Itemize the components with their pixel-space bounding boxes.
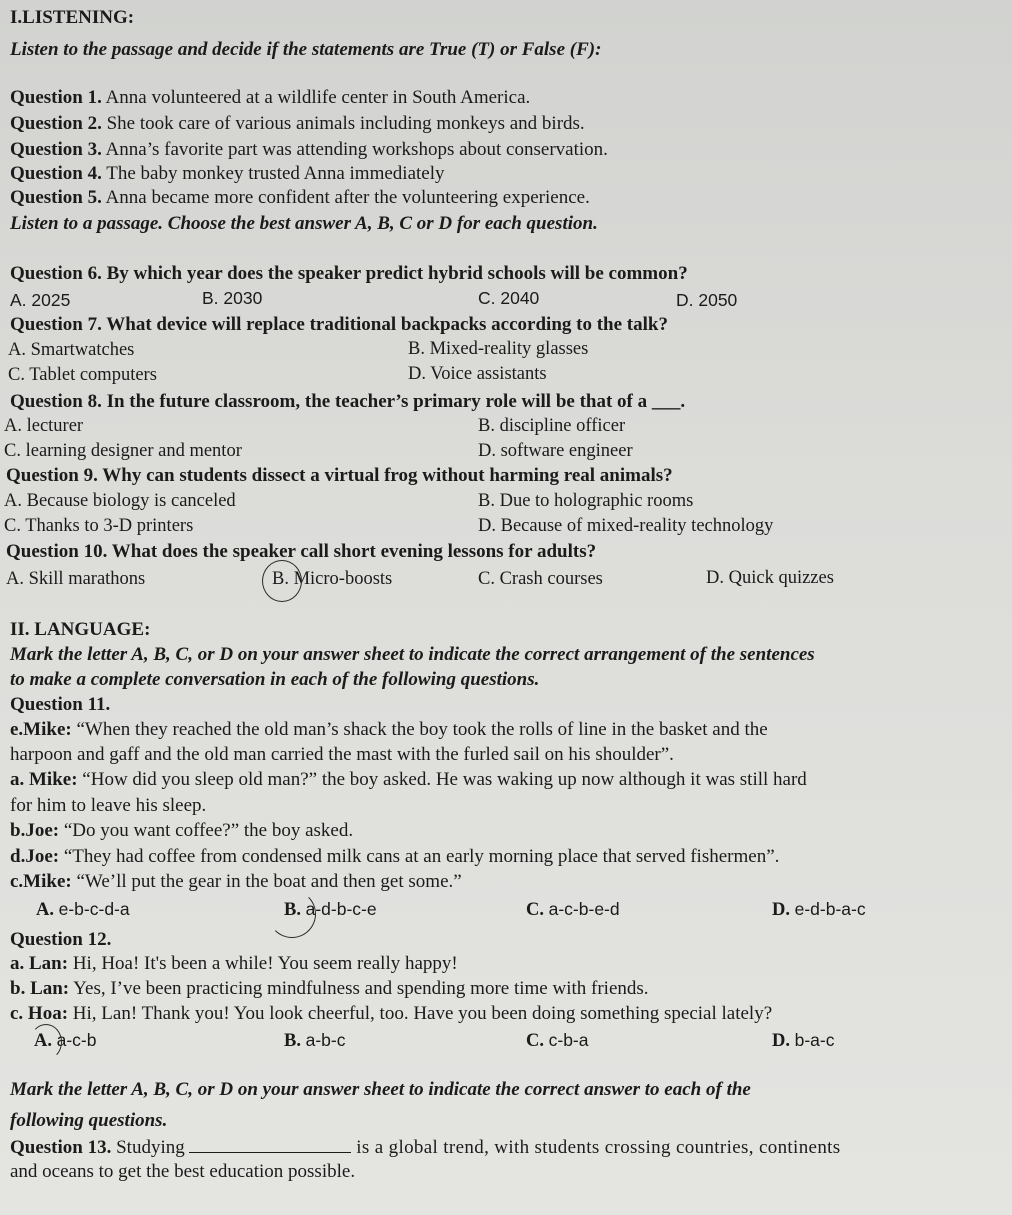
q11-option-c bbox=[526, 897, 620, 922]
q12-option-d bbox=[772, 1028, 835, 1053]
question-text: She took care of various animals including monkeys and birds. bbox=[101, 113, 585, 134]
option-text: a-b-c bbox=[305, 1030, 346, 1050]
question-label: Question 2. bbox=[10, 113, 102, 134]
question-label: Question 13. bbox=[10, 1137, 112, 1158]
line-text: “They had coffee from condensed milk cans at an early morning place that served fishermen”. bbox=[59, 846, 780, 867]
q6-stem: Question 6. By which year does the speaker predict hybrid schools will be common? bbox=[10, 263, 688, 284]
option-text: b-a-c bbox=[794, 1030, 835, 1050]
q12-option-c bbox=[526, 1028, 589, 1053]
option-letter: B. bbox=[284, 1031, 301, 1051]
q9-option-c: C. Thanks to 3-D printers bbox=[4, 516, 194, 536]
speaker: a. Mike: bbox=[10, 769, 78, 790]
q13-before: Studying bbox=[111, 1137, 185, 1158]
option-letter: C. bbox=[526, 1031, 544, 1051]
tf-question-5 bbox=[10, 186, 590, 210]
q11-line-e-cont bbox=[10, 743, 674, 767]
question-label: Question 3. bbox=[10, 139, 102, 160]
line-text: harpoon and gaff and the old man carried the mast with the furled sail on his shoulder”. bbox=[10, 744, 674, 765]
option-letter: A. bbox=[36, 900, 54, 920]
q8-text: Question 8. In the future classroom, the teacher’s primary role will be that of a bbox=[10, 391, 648, 412]
speaker: c. Hoa: bbox=[10, 1003, 69, 1024]
q9-option-b: B. Due to holographic rooms bbox=[478, 491, 694, 511]
q7-option-d: D. Voice assistants bbox=[408, 364, 547, 384]
q8-option-c: C. learning designer and mentor bbox=[4, 441, 242, 461]
q12-line-a bbox=[10, 952, 458, 976]
q6-option-c: C. 2040 bbox=[478, 288, 540, 308]
language-instruction-line-1: Mark the letter A, B, C, or D on your answer sheet to indicate the correct arrangement of the sentences bbox=[10, 644, 815, 665]
q10-option-c: C. Crash courses bbox=[478, 569, 603, 589]
q10-stem: Question 10. What does the speaker call short evening lessons for adults? bbox=[6, 541, 597, 562]
tf-question-1 bbox=[10, 86, 530, 110]
answer-instruction-line-1: Mark the letter A, B, C, or D on your answer sheet to indicate the correct answer to each of the bbox=[10, 1079, 751, 1100]
q8-stem bbox=[10, 390, 685, 414]
q9-stem: Question 9. Why can students dissect a virtual frog without harming real animals? bbox=[6, 465, 673, 486]
q11-line-e bbox=[10, 718, 768, 742]
q11-line-a-cont bbox=[10, 794, 206, 818]
option-letter: D. bbox=[772, 900, 790, 920]
q11-line-c bbox=[10, 870, 462, 894]
listening-instruction-tf: Listen to the passage and decide if the statements are True (T) or False (F): bbox=[10, 39, 602, 60]
answer-circle-mark bbox=[262, 560, 302, 602]
line-text: Hi, Hoa! It's been a while! You seem really happy! bbox=[68, 953, 458, 974]
q11-label: Question 11. bbox=[10, 694, 111, 715]
tf-question-2 bbox=[10, 112, 585, 136]
language-instruction-line-2: to make a complete conversation in each of the following questions. bbox=[10, 669, 540, 690]
q8-option-b: B. discipline officer bbox=[478, 416, 626, 436]
q9-option-a: A. Because biology is canceled bbox=[4, 491, 236, 511]
q10-option-b: B. Micro-boosts bbox=[272, 569, 393, 589]
option-text: a-c-b bbox=[56, 1030, 97, 1050]
tf-question-3 bbox=[10, 138, 608, 162]
q6-option-d: D. 2050 bbox=[676, 290, 738, 310]
q13-line-1 bbox=[10, 1134, 841, 1160]
q8-blank: ___ bbox=[651, 391, 681, 412]
line-text: “Do you want coffee?” the boy asked. bbox=[59, 820, 354, 841]
line-text: for him to leave his sleep. bbox=[10, 795, 207, 816]
option-letter: B. bbox=[284, 900, 301, 920]
q8-option-a: A. lecturer bbox=[4, 416, 84, 436]
speaker: b. Lan: bbox=[10, 978, 70, 999]
q7-stem: Question 7. What device will replace traditional backpacks according to the talk? bbox=[10, 314, 668, 335]
option-letter: C. bbox=[526, 900, 544, 920]
line-text: “When they reached the old man’s shack the boy took the rolls of line in the basket and the bbox=[71, 719, 768, 740]
option-text: a-d-b-c-e bbox=[305, 899, 377, 919]
q13-blank[interactable] bbox=[189, 1134, 351, 1153]
option-letter: D. bbox=[772, 1031, 790, 1051]
q11-line-d bbox=[10, 845, 779, 869]
option-letter: A. bbox=[34, 1031, 52, 1051]
answer-instruction-line-2: following questions. bbox=[10, 1110, 168, 1131]
q7-option-b: B. Mixed-reality glasses bbox=[408, 339, 589, 359]
q11-option-a bbox=[36, 897, 130, 922]
question-text: Anna became more confident after the volunteering experience. bbox=[101, 187, 590, 208]
line-text: Hi, Lan! Thank you! You look cheerful, too. Have you been doing something special lately? bbox=[68, 1003, 773, 1024]
speaker: d.Joe: bbox=[10, 846, 60, 867]
listening-instruction-mc: Listen to a passage. Choose the best answer A, B, C or D for each question. bbox=[10, 213, 598, 234]
q13-after: is a global trend, with students crossing countries, continents bbox=[356, 1137, 841, 1158]
q12-label: Question 12. bbox=[10, 929, 112, 950]
tf-question-4 bbox=[10, 162, 445, 186]
question-label: Question 5. bbox=[10, 187, 102, 208]
option-text: e-b-c-d-a bbox=[58, 899, 130, 919]
question-text: Anna volunteered at a wildlife center in South America. bbox=[101, 87, 531, 108]
question-label: Question 1. bbox=[10, 87, 102, 108]
q8-end: . bbox=[680, 391, 686, 412]
speaker: b.Joe: bbox=[10, 820, 60, 841]
q10-option-d: D. Quick quizzes bbox=[706, 568, 834, 588]
option-text: e-d-b-a-c bbox=[794, 899, 866, 919]
line-text: “How did you sleep old man?” the boy asked. He was waking up now although it was still hard bbox=[77, 769, 807, 790]
listening-title: I.LISTENING: bbox=[10, 7, 135, 28]
q7-option-c: C. Tablet computers bbox=[8, 365, 157, 385]
q12-line-c bbox=[10, 1002, 772, 1026]
option-text: a-c-b-e-d bbox=[548, 899, 620, 919]
language-title: II. LANGUAGE: bbox=[10, 619, 151, 640]
q12-option-b bbox=[284, 1028, 345, 1053]
question-label: Question 4. bbox=[10, 163, 102, 184]
q6-option-b: B. 2030 bbox=[202, 288, 263, 308]
q6-option-a: A. 2025 bbox=[10, 290, 71, 310]
question-text: The baby monkey trusted Anna immediately bbox=[101, 163, 445, 184]
q11-line-b bbox=[10, 819, 353, 843]
answer-circle-mark bbox=[30, 1024, 62, 1060]
q13-line-2: and oceans to get the best education possible. bbox=[10, 1161, 356, 1182]
q12-line-b bbox=[10, 977, 649, 1001]
q8-option-d: D. software engineer bbox=[478, 441, 633, 461]
option-text: c-b-a bbox=[548, 1030, 589, 1050]
question-text: Anna’s favorite part was attending workshops about conservation. bbox=[101, 139, 608, 160]
q7-option-a: A. Smartwatches bbox=[8, 340, 135, 360]
line-text: Yes, I’ve been practicing mindfulness and spending more time with friends. bbox=[69, 978, 649, 999]
speaker: c.Mike: bbox=[10, 871, 72, 892]
q9-option-d: D. Because of mixed-reality technology bbox=[478, 516, 774, 536]
line-text: “We’ll put the gear in the boat and then get some.” bbox=[71, 871, 462, 892]
q10-option-a: A. Skill marathons bbox=[6, 569, 146, 589]
q11-option-d bbox=[772, 897, 866, 922]
answer-circle-mark bbox=[268, 890, 316, 938]
q11-line-a bbox=[10, 768, 807, 792]
speaker: e.Mike: bbox=[10, 719, 72, 740]
speaker: a. Lan: bbox=[10, 953, 69, 974]
